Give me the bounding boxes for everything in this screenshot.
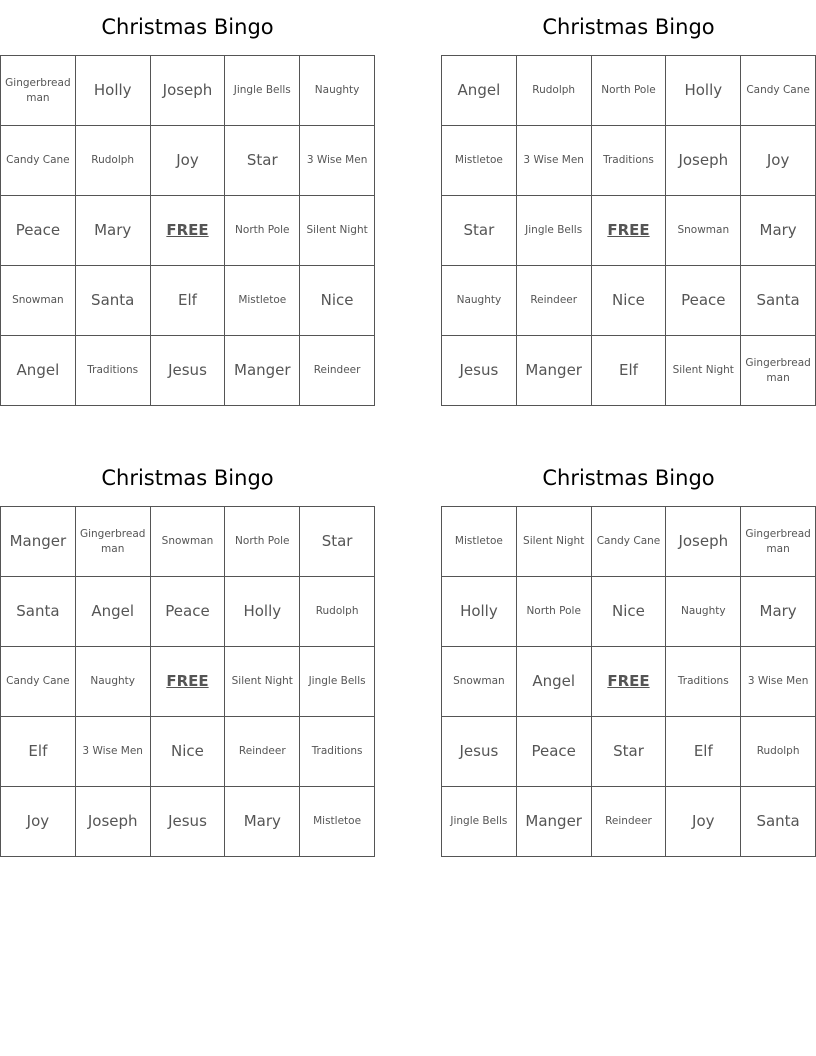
bingo-cell: Elf [1,717,76,787]
bingo-cell: North Pole [225,507,300,577]
bingo-cell: Candy Cane [741,56,816,126]
bingo-cell: 3 Wise Men [517,126,592,196]
free-cell: FREE [592,196,667,266]
bingo-cell: Santa [1,577,76,647]
bingo-cell: Naughty [300,56,375,126]
bingo-cell: Holly [225,577,300,647]
bingo-cell: Jesus [151,336,226,406]
bingo-cell: North Pole [225,196,300,266]
bingo-cell: Manger [225,336,300,406]
bingo-cell: Rudolph [76,126,151,196]
bingo-cell: Mistletoe [442,126,517,196]
bingo-cell: Rudolph [517,56,592,126]
card-title: Christmas Bingo [542,466,715,490]
bingo-cell: Peace [151,577,226,647]
bingo-cell: 3 Wise Men [76,717,151,787]
bingo-cell: Jingle Bells [517,196,592,266]
bingo-cell: Joseph [76,787,151,857]
card-title: Christmas Bingo [542,15,715,39]
bingo-cell: Naughty [666,577,741,647]
bingo-cell: Joseph [666,507,741,577]
bingo-cell: Snowman [442,647,517,717]
bingo-cell: Gingerbread man [741,507,816,577]
bingo-card-2 [441,10,816,406]
bingo-cell: Angel [76,577,151,647]
card-title: Christmas Bingo [101,466,274,490]
bingo-cell: Santa [741,266,816,336]
bingo-grid [0,506,375,857]
bingo-cell: 3 Wise Men [300,126,375,196]
bingo-cell: Traditions [666,647,741,717]
bingo-cell: Angel [517,647,592,717]
bingo-cell: Snowman [666,196,741,266]
bingo-cell: Mary [741,196,816,266]
bingo-cell: Reindeer [225,717,300,787]
free-cell: FREE [151,647,226,717]
bingo-cell: Peace [666,266,741,336]
bingo-cell: Peace [1,196,76,266]
bingo-cell: Nice [300,266,375,336]
bingo-cell: Naughty [442,266,517,336]
bingo-cell: Reindeer [300,336,375,406]
bingo-cell: Reindeer [517,266,592,336]
bingo-cell: Jesus [151,787,226,857]
bingo-cell: Silent Night [225,647,300,717]
bingo-cell: Nice [592,577,667,647]
bingo-cell: Angel [1,336,76,406]
bingo-cell: Gingerbread man [741,336,816,406]
bingo-card-1 [0,10,375,406]
bingo-cell: Joy [666,787,741,857]
bingo-cell: Star [300,507,375,577]
card-title: Christmas Bingo [101,15,274,39]
bingo-cell: Holly [442,577,517,647]
bingo-cell: Reindeer [592,787,667,857]
bingo-cell: Elf [151,266,226,336]
bingo-cell: Mistletoe [225,266,300,336]
bingo-cell: Joseph [666,126,741,196]
bingo-cell: Naughty [76,647,151,717]
bingo-cell: Elf [592,336,667,406]
bingo-cell: Mary [76,196,151,266]
bingo-cell: Snowman [151,507,226,577]
bingo-cell: Angel [442,56,517,126]
bingo-cell: Manger [1,507,76,577]
bingo-cell: North Pole [592,56,667,126]
bingo-cell: Traditions [592,126,667,196]
bingo-cell: Mary [741,577,816,647]
bingo-cell: Jesus [442,336,517,406]
bingo-cell: Rudolph [741,717,816,787]
bingo-cell: Joseph [151,56,226,126]
bingo-cell: Jingle Bells [442,787,517,857]
bingo-card-3 [0,461,375,857]
bingo-cell: Santa [76,266,151,336]
bingo-cell: Joy [741,126,816,196]
bingo-cell: Joy [1,787,76,857]
bingo-cell: Holly [76,56,151,126]
bingo-cell: Candy Cane [1,647,76,717]
bingo-cell: Manger [517,787,592,857]
bingo-cell: Peace [517,717,592,787]
bingo-cell: Silent Night [666,336,741,406]
bingo-cell: Elf [666,717,741,787]
bingo-cell: Rudolph [300,577,375,647]
bingo-grid [441,55,816,406]
bingo-cell: Star [442,196,517,266]
bingo-cell: Jingle Bells [300,647,375,717]
bingo-cell: North Pole [517,577,592,647]
bingo-cell: Silent Night [300,196,375,266]
bingo-grid [441,506,816,857]
bingo-cell: Gingerbread man [1,56,76,126]
bingo-cell: Traditions [76,336,151,406]
bingo-cell: Manger [517,336,592,406]
bingo-cell: Gingerbread man [76,507,151,577]
bingo-cell: Star [225,126,300,196]
bingo-cell: Silent Night [517,507,592,577]
bingo-cell: Traditions [300,717,375,787]
free-cell: FREE [151,196,226,266]
bingo-cell: Mistletoe [300,787,375,857]
bingo-cell: Star [592,717,667,787]
bingo-grid [0,55,375,406]
bingo-cell: Santa [741,787,816,857]
bingo-cell: Nice [592,266,667,336]
free-cell: FREE [592,647,667,717]
bingo-cell: Jesus [442,717,517,787]
bingo-cell: Mary [225,787,300,857]
bingo-cell: Nice [151,717,226,787]
bingo-cell: Candy Cane [1,126,76,196]
bingo-cell: Snowman [1,266,76,336]
bingo-cell: 3 Wise Men [741,647,816,717]
bingo-cell: Joy [151,126,226,196]
bingo-card-4 [441,461,816,857]
bingo-cell: Jingle Bells [225,56,300,126]
bingo-cell: Holly [666,56,741,126]
bingo-cell: Candy Cane [592,507,667,577]
bingo-cell: Mistletoe [442,507,517,577]
